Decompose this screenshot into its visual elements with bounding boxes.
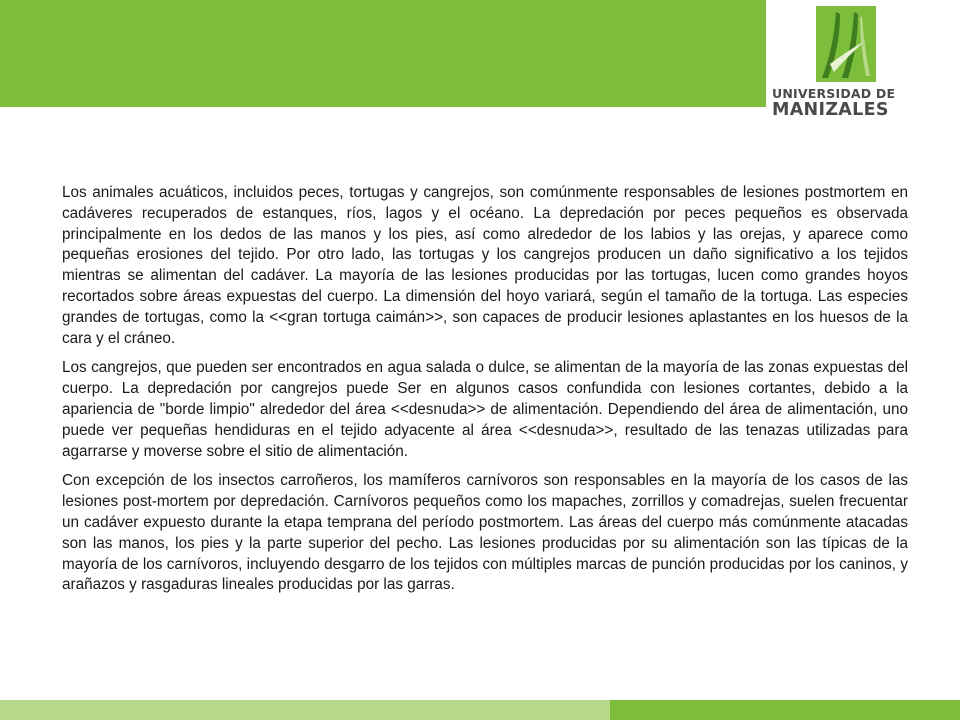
logo-text-line1: UNIVERSIDAD DE bbox=[772, 86, 896, 101]
header-green-bar bbox=[0, 0, 766, 107]
university-logo bbox=[770, 6, 950, 124]
paragraph: Los cangrejos, que pueden ser encontrados en agua salada o dulce, se alimentan de la mayoría de las zonas expuestas del cuerpo. La depredación por cangrejos puede Ser en algunos casos confundida con lesiones cortantes, debido a la apariencia de "borde limpio" alrededor del área <<desnuda>> de alimentación. Dependiendo del área de alimentación, uno puede ver pequeñas hendiduras en el tejido adyacente al área <<desnuda>>, resultado de las tenazas utilizadas para agarrarse y moverse sobre el sitio de alimentación. bbox=[62, 359, 908, 460]
paragraph: Con excepción de los insectos carroñeros, los mamíferos carnívoros son responsables en la mayoría de los casos de las lesiones post-mortem por depredación. Carnívoros pequeños como los mapaches, zorrillos y comadrejas, suelen frecuentar un cadáver expuesto durante la etapa temprana del período postmortem. Las áreas del cuerpo más comúnmente atacadas son las manos, los pies y la parte superior del pecho. Las lesiones producidas por su alimentación son las típicas de la mayoría de los carnívoros, incluyendo desgarro de los tejidos con múltiples marcas de punción producidas por los caninos, y arañazos y rasgaduras lineales producidas por las garras. bbox=[62, 472, 908, 594]
footer-light-bar bbox=[0, 700, 610, 720]
paragraph: Los animales acuáticos, incluidos peces, tortugas y cangrejos, son comúnmente responsables de lesiones postmortem en cadáveres recuperados de estanques, ríos, lagos y el océano. La depredación por peces pequeños es observada principalmente en los dedos de las manos y los pies, así como alrededor de los labios y las orejas, y aparece como pequeñas erosiones del tejido. Por otro lado, las tortugas y los cangrejos producen un daño significativo a los tejidos mientras se alimentan del cadáver. La mayoría de las lesiones producidas por las tortugas, lucen como grandes hoyos recortados sobre áreas expuestas del cuerpo. La dimensión del hoyo variará, según el tamaño de la tortuga. Las especies grandes de tortugas, como la <<gran tortuga caimán>>, son capaces de producir lesiones aplastantes en los huesos de la cara y el cráneo. bbox=[62, 184, 908, 347]
logo-text-line2: MANIZALES bbox=[772, 100, 889, 120]
footer-green-bar bbox=[610, 700, 960, 720]
university-logo-icon bbox=[816, 6, 876, 82]
body-text bbox=[62, 183, 908, 605]
